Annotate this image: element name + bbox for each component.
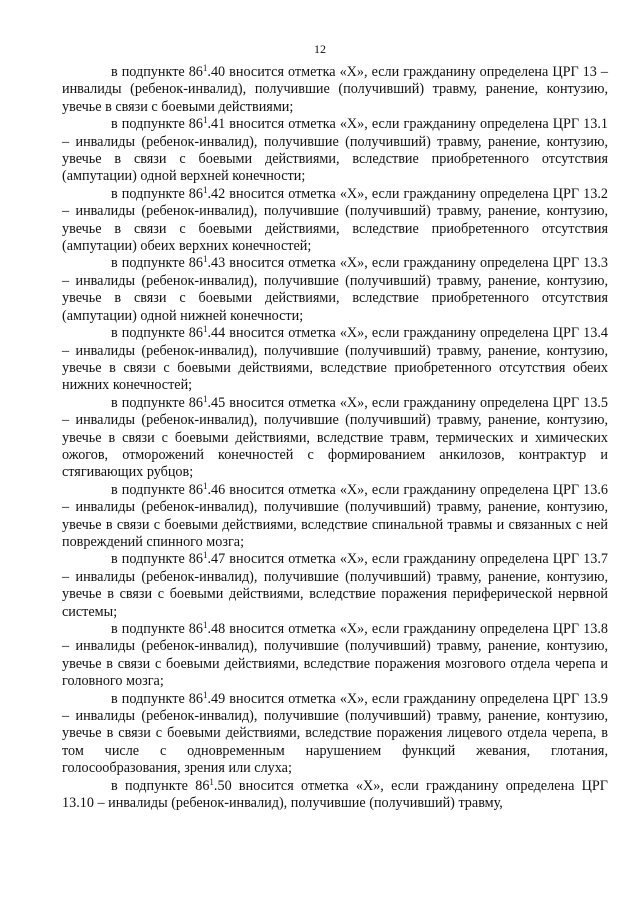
paragraph-text-rest: .41 вносится отметка «X», если гражданину определена ЦРГ 13.1 – инвалиды (ребенок-инвалид), получившие (получивший) травму, ранение, контузию, увечье в связи с боевыми действиями, вследствие приобретенного отсутствия (ампутации) одной верхней конечности; xyxy=(62,116,608,185)
paragraph-text-start: в подпункте 86 xyxy=(111,481,203,498)
paragraph-86-1-43 xyxy=(62,255,608,325)
superscript-index: 1 xyxy=(203,254,208,265)
paragraph-text-start: в подпункте 86 xyxy=(111,255,203,272)
paragraph-text-start: в подпункте 86 xyxy=(111,325,203,342)
paragraph-text-start: в подпункте 86 xyxy=(111,621,203,637)
superscript-index: 1 xyxy=(203,620,208,630)
paragraph-text-start: в подпункте 86 xyxy=(111,690,203,707)
paragraph-86-1-42 xyxy=(62,186,608,256)
paragraph-text-start: в подпункте 86 xyxy=(111,551,203,568)
document-body xyxy=(62,64,608,812)
paragraph-86-1-44 xyxy=(62,325,608,395)
paragraph-text-rest: .46 вносится отметка «X», если гражданину определена ЦРГ 13.6 – инвалиды (ребенок-инвалид), получившие (получивший) травму, ранение, контузию, увечье в связи с боевыми действиями, вследствие спинальной травмы и связанных с ней повреждений спинного мозга; xyxy=(62,481,608,550)
superscript-index: 1 xyxy=(209,776,214,787)
superscript-index: 1 xyxy=(202,63,208,73)
paragraph-86-1-41 xyxy=(62,116,608,186)
paragraph-text-rest: .42 вносится отметка «X», если гражданину определена ЦРГ 13.2 – инвалиды (ребенок-инвалид), получившие (получивший) травму, ранение, контузию, увечье в связи с боевыми действиями, вследствие приобретенного отсутствия (ампутации) обеих верхних конечностей; xyxy=(62,185,608,255)
superscript-index: 1 xyxy=(203,550,208,561)
superscript-index: 1 xyxy=(203,689,208,700)
paragraph-86-1-50 xyxy=(62,778,608,813)
paragraph-text-rest: .50 вносится отметка «X», если гражданину определена ЦРГ 13.10 – инвалиды (ребенок-инвалид), получившие (получивший) травму, xyxy=(62,777,608,812)
paragraph-86-1-46 xyxy=(62,482,608,552)
paragraph-text-rest: .43 вносится отметка «X», если гражданину определена ЦРГ 13.3 – инвалиды (ребенок-инвалид), получившие (получивший) травму, ранение, контузию, увечье в связи с боевыми действиями, вследствие приобретенного отсутствия (ампутации) одной нижней конечности; xyxy=(62,255,608,324)
paragraph-86-1-49 xyxy=(62,691,608,778)
paragraph-86-1-48 xyxy=(62,621,608,691)
paragraph-text-rest: .47 вносится отметка «X», если гражданину определена ЦРГ 13.7 – инвалиды (ребенок-инвалид), получившие (получивший) травму, ранение, контузию, увечье в связи с боевыми действиями, вследствие поражения периферической нервной системы; xyxy=(62,551,608,620)
paragraph-text-rest: .49 вносится отметка «X», если гражданину определена ЦРГ 13.9 – инвалиды (ребенок-инвалид), получившие (получивший) травму, ранение, контузию, увечье в связи с боевыми действиями, вследствие поражения лицевого отдела черепа, в том числе с одновременным нарушением функций жевания, глотания, голосообразования, зрения или слуха; xyxy=(62,690,608,777)
paragraph-text-rest: .45 вносится отметка «X», если гражданину определена ЦРГ 13.5 – инвалиды (ребенок-инвалид), получившие (получивший) травму, ранение, контузию, увечье в связи с боевыми действиями, вследствие травм, термических и химических ожогов, отморожений конечностей с формированием анкилозов, контрактур и стягивающих рубцов; xyxy=(62,394,608,481)
paragraph-text-start: в подпункте 86 xyxy=(111,394,203,411)
paragraph-text-start: в подпункте 86 xyxy=(111,64,203,80)
paragraph-text-start: в подпункте 86 xyxy=(111,777,210,794)
superscript-index: 1 xyxy=(203,480,208,491)
paragraph-86-1-47 xyxy=(62,551,608,621)
paragraph-text-start: в подпункте 86 xyxy=(111,185,203,202)
paragraph-86-1-40 xyxy=(62,64,608,116)
superscript-index: 1 xyxy=(203,184,208,195)
superscript-index: 1 xyxy=(203,393,208,404)
paragraph-text-rest: .48 вносится отметка «X», если гражданину определена ЦРГ 13.8 – инвалиды (ребенок-инвалид), получившие (получивший) травму, ранение, контузию, увечье в связи с боевыми действиями, вследствие поражения мозгового отдела черепа и головного мозга; xyxy=(62,621,608,690)
paragraph-text-start: в подпункте 86 xyxy=(111,116,203,133)
superscript-index: 1 xyxy=(203,324,208,335)
paragraph-text-rest: .40 вносится отметка «X», если гражданину определена ЦРГ 13 – инвалиды (ребенок-инвалид), получившие (получивший) травму, ранение, контузию, увечье в связи с боевыми действиями; xyxy=(62,64,608,115)
paragraph-86-1-45 xyxy=(62,395,608,482)
page-number: 12 xyxy=(314,42,326,56)
superscript-index: 1 xyxy=(203,115,208,126)
paragraph-text-rest: .44 вносится отметка «X», если гражданину определена ЦРГ 13.4 – инвалиды (ребенок-инвалид), получившие (получивший) травму, ранение, контузию, увечье в связи с боевыми действиями, вследствие приобретенного отсутствия обеих нижних конечностей; xyxy=(62,325,608,394)
